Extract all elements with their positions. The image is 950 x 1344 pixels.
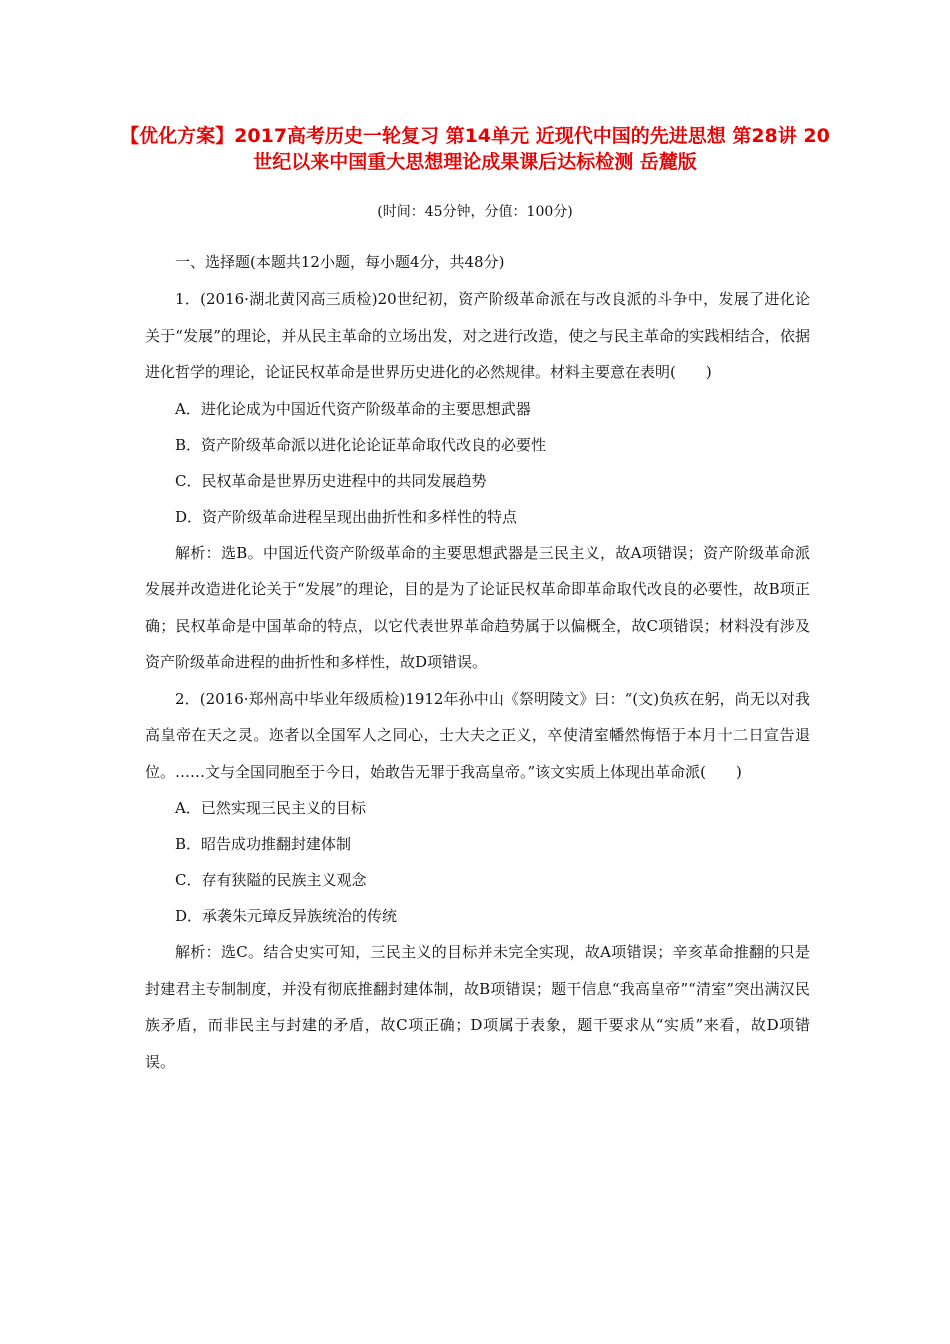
section-heading: 一、选择题(本题共12小题，每小题4分，共48分) [175, 253, 505, 271]
question-stem: 1．(2016·湖北黄冈高三质检)20世纪初，资产阶级革命派在与改良派的斗争中，发展了进化论关于“发展”的理论，并从民主革命的立场出发，对之进行改造，使之与民主革命的实践相结合，依据进化哲学的理论，论证民权革命是世界历史进化的必然规律。材料主要意在表明( ) [145, 290, 810, 381]
question-1 [145, 281, 810, 681]
option-c: C．存有狭隘的民族主义观念 [175, 871, 367, 889]
option-b: B．资产阶级革命派以进化论论证革命取代改良的必要性 [175, 435, 547, 454]
option-c: C．民权革命是世界历史进程中的共同发展趋势 [175, 471, 487, 490]
answer-analysis: 解析：选B。中国近代资产阶级革命的主要思想武器是三民主义，故A项错误；资产阶级革命派发展并改造进化论关于“发展”的理论，目的是为了论证民权革命即革命取代改良的必要性，故B项正确；民权革命是中国革命的特点，以它代表世界革命趋势属于以偏概全，故C项错误；材料没有涉及资产阶级革命进程的曲折性和多样性，故D项错误。 [145, 543, 810, 671]
answer-analysis: 解析：选C。结合史实可知，三民主义的目标并未完全实现，故A项错误；辛亥革命推翻的只是封建君主专制制度，并没有彻底推翻封建体制，故B项错误；题干信息“我高皇帝”“清室”突出满汉民族矛盾，而非民主与封建的矛盾，故C项正确；D项属于表象，题干要求从“实质”来看，故D项错误。 [145, 943, 810, 1071]
option-d: D．资产阶级革命进程呈现出曲折性和多样性的特点 [175, 507, 518, 526]
document-subtitle: (时间：45分钟，分值：100分) [377, 204, 573, 220]
option-d: D．承袭朱元璋反异族统治的传统 [175, 907, 398, 925]
option-a: A．已然实现三民主义的目标 [175, 799, 366, 817]
question-stem: 2．(2016·郑州高中毕业年级质检)1912年孙中山《祭明陵文》曰：“(文)负疚在躬，尚无以对我高皇帝在天之灵。迩者以全国军人之同心，士大夫之正义，卒使清室幡然悔悟于本月十二日宣告退位。……文与全国同胞至于今日，始敢告无罪于我高皇帝。”该文实质上体现出革命派( ) [145, 689, 810, 781]
document-title: 【优化方案】2017高考历史一轮复习 第14单元 近现代中国的先进思想 第28讲 20世纪以来中国重大思想理论成果课后达标检测 岳麓版 [120, 125, 830, 173]
option-b: B．昭告成功推翻封建体制 [175, 835, 352, 853]
question-2 [145, 681, 810, 1081]
document-body [145, 246, 810, 1080]
option-a: A．进化论成为中国近代资产阶级革命的主要思想武器 [175, 399, 531, 418]
